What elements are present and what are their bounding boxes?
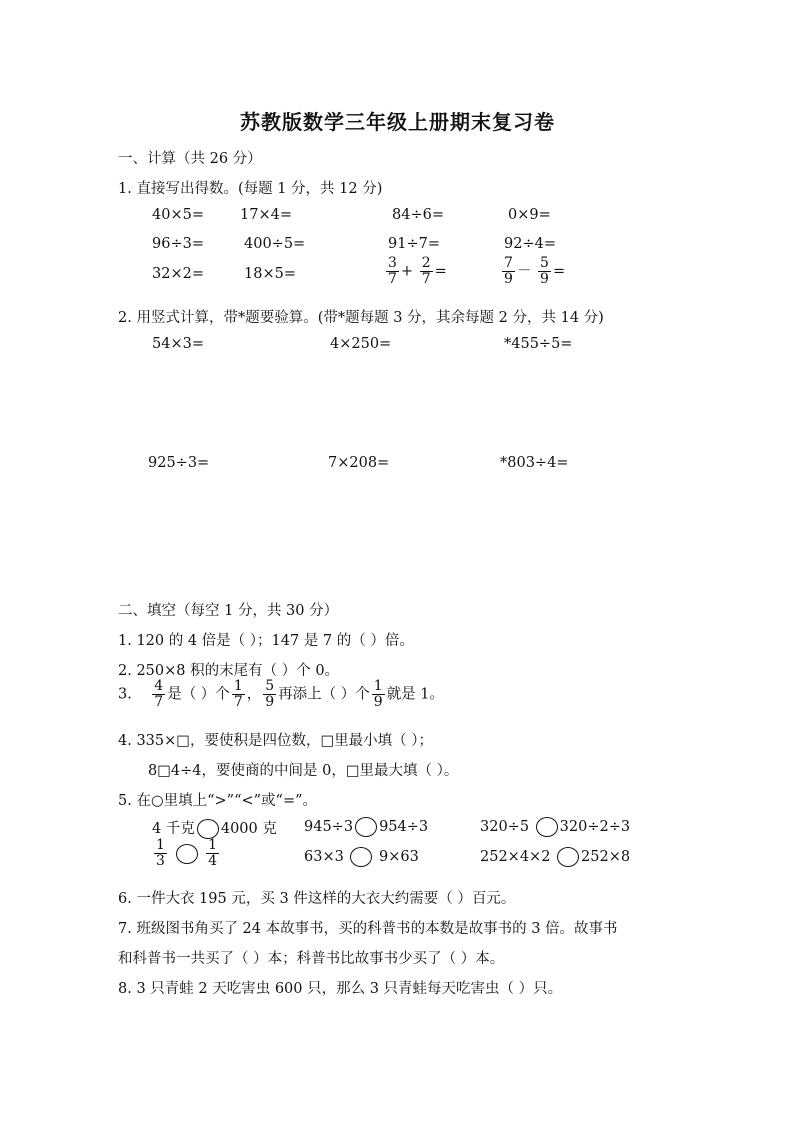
compare-circle[interactable] <box>176 844 198 864</box>
q2-label: 2. 用竖式计算，带*题要验算。(带*题每题 3 分，其余每题 2 分，共 14 分) <box>118 310 604 326</box>
numerator: 1 <box>208 837 218 853</box>
fill-q4-line1: 4. 335×□，要使积是四位数，□里最小填（ ）； <box>118 733 434 749</box>
equals: = <box>434 263 447 280</box>
q2-item: 54×3= <box>152 336 204 352</box>
fill-q3 <box>118 679 444 710</box>
denominator: 7 <box>421 271 431 287</box>
text: 再添上（ ）个 <box>278 686 370 703</box>
right-expr: 954÷3 <box>379 819 429 835</box>
right-expr: 4000 克 <box>220 821 277 837</box>
numerator: 4 <box>154 678 164 694</box>
fill-q2: 2. 250×8 积的末尾有（ ）个 0。 <box>118 663 340 679</box>
right-expr: 252×8 <box>581 849 631 865</box>
fill-q4-line2: 8□4÷4，要使商的中间是 0，□里最大填（ ）。 <box>148 763 459 779</box>
compare-item <box>480 847 630 867</box>
equals: = <box>552 263 566 280</box>
denominator: 7 <box>233 694 243 710</box>
fill-q1: 1. 120 的 4 倍是（ ）；147 是 7 的（ ）倍。 <box>118 633 414 649</box>
compare-item <box>152 838 221 869</box>
section-1-heading: 一、计算（共 26 分） <box>118 151 262 167</box>
q2-item: 4×250= <box>330 336 392 352</box>
text: ， <box>246 686 262 703</box>
q2-item: *455÷5= <box>504 336 573 352</box>
q1-item: 92÷4= <box>504 236 556 252</box>
compare-circle[interactable] <box>350 847 372 867</box>
question-number: 3. <box>118 686 132 703</box>
compare-circle[interactable] <box>197 819 219 839</box>
denominator: 7 <box>388 271 397 287</box>
q1-label: 1. 直接写出得数。(每题 1 分，共 12 分) <box>118 181 383 197</box>
fill-q5: 5. 在○里填上“>”“<”或“=”。 <box>118 793 318 809</box>
fraction-expression-b <box>500 256 565 287</box>
compare-circle[interactable] <box>536 817 558 837</box>
right-expr: 320÷2÷3 <box>559 819 631 835</box>
numerator: 1 <box>373 678 383 694</box>
q1-item: 40×5= <box>152 207 204 223</box>
left-expr: 4 千克 <box>152 821 195 837</box>
denominator: 9 <box>504 271 513 287</box>
page-title: 苏教版数学三年级上册期末复习卷 <box>240 110 555 134</box>
compare-item <box>304 847 419 867</box>
fill-q6: 6. 一件大衣 195 元，买 3 件这样的大衣大约需要（ ）百元。 <box>118 891 516 907</box>
denominator: 9 <box>540 271 549 287</box>
compare-item <box>480 817 630 837</box>
q2-item: 925÷3= <box>148 455 210 471</box>
denominator: 7 <box>154 694 164 710</box>
fill-q7-line1: 7. 班级图书角买了 24 本故事书，买的科普书的本数是故事书的 3 倍。故事书 <box>118 921 618 937</box>
q1-item: 17×4= <box>240 207 292 223</box>
text: 是（ ）个 <box>167 686 230 703</box>
q1-item: 32×2= <box>152 266 204 282</box>
denominator: 9 <box>265 694 275 710</box>
numerator: 1 <box>233 678 243 694</box>
compare-circle[interactable] <box>355 817 377 837</box>
compare-item <box>152 817 277 839</box>
numerator: 1 <box>156 837 165 853</box>
compare-item <box>304 817 428 837</box>
denominator: 9 <box>373 694 383 710</box>
denominator: 4 <box>208 853 218 869</box>
q2-item: 7×208= <box>328 455 390 471</box>
left-expr: 945÷3 <box>304 819 354 835</box>
operator: － <box>516 263 532 280</box>
q1-item: 400÷5= <box>244 236 306 252</box>
numerator: 5 <box>265 678 275 694</box>
left-expr: 320÷5 <box>480 819 530 835</box>
numerator: 5 <box>540 255 549 271</box>
numerator: 3 <box>388 255 397 271</box>
q1-item: 0×9= <box>508 207 551 223</box>
numerator: 7 <box>504 255 513 271</box>
q2-item: *803÷4= <box>500 455 569 471</box>
fill-q8: 8. 3 只青蛙 2 天吃害虫 600 只，那么 3 只青蛙每天吃害虫（ ）只。 <box>118 981 563 997</box>
operator: + <box>400 263 414 280</box>
q1-item: 91÷7= <box>388 236 440 252</box>
q1-item: 18×5= <box>244 266 296 282</box>
text: 就是 1。 <box>386 686 445 703</box>
fill-q7-line2: 和科普书一共买了（ ）本；科普书比故事书少买了（ ）本。 <box>118 951 505 967</box>
q1-item: 96÷3= <box>152 236 204 252</box>
right-expr: 9×63 <box>379 849 419 865</box>
numerator: 2 <box>421 255 431 271</box>
fraction-expression-a <box>384 256 447 287</box>
left-expr: 252×4×2 <box>480 849 551 865</box>
left-expr: 63×3 <box>304 849 344 865</box>
denominator: 3 <box>156 853 165 869</box>
q1-item: 84÷6= <box>392 207 444 223</box>
compare-circle[interactable] <box>557 847 579 867</box>
section-2-heading: 二、填空（每空 1 分，共 30 分） <box>118 603 339 619</box>
